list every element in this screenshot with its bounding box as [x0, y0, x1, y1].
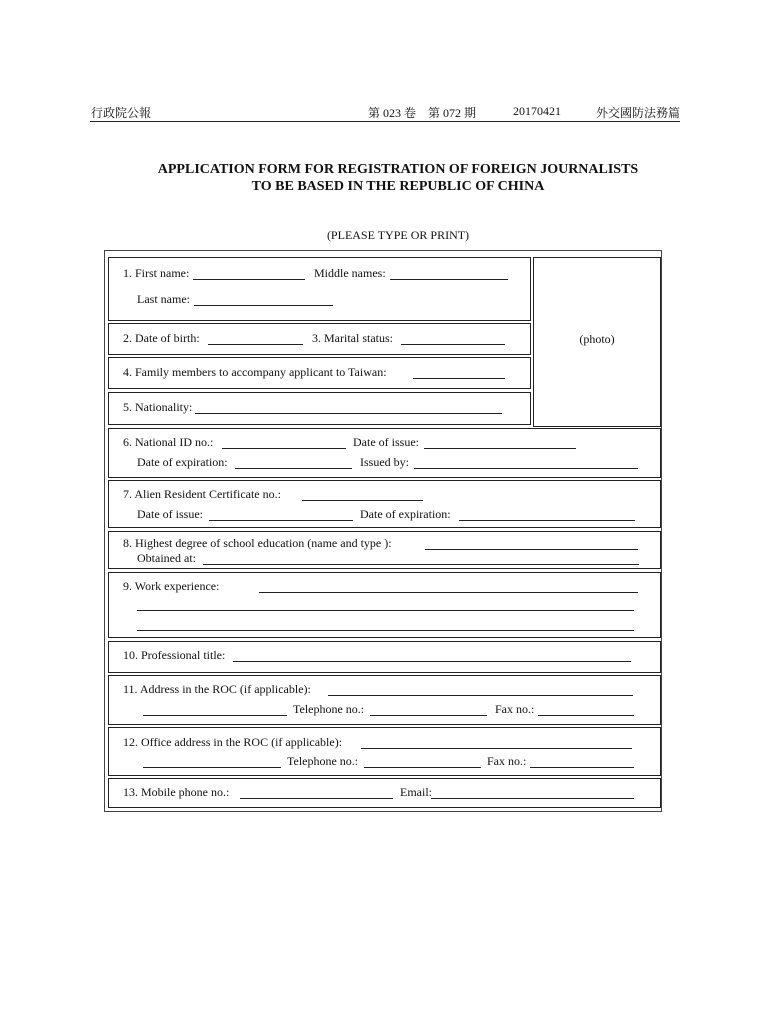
form-title-line-2: TO BE BASED IN THE REPUBLIC OF CHINA: [251, 179, 545, 194]
first-name-field[interactable]: [193, 279, 305, 280]
address-telephone-field[interactable]: [370, 715, 487, 716]
email-field[interactable]: [431, 798, 634, 799]
education-label: 8. Highest degree of school education (name and type ):: [123, 536, 392, 550]
education-obtained-at-label: Obtained at:: [137, 551, 196, 565]
office-fax-label: Fax no.:: [487, 754, 527, 768]
photo-placeholder: (photo): [579, 332, 615, 346]
professional-title-section: [108, 641, 661, 673]
gazette-header: [90, 104, 680, 122]
first-name-label: 1. First name:: [123, 266, 190, 280]
mobile-phone-field[interactable]: [240, 798, 393, 799]
name-section: [108, 257, 531, 321]
publisher-name: 行政院公報: [91, 106, 152, 120]
arc-date-of-issue-label: Date of issue:: [137, 507, 203, 521]
address-fax-field[interactable]: [538, 715, 634, 716]
mobile-phone-label: 13. Mobile phone no.:: [123, 785, 230, 799]
marital-status-field[interactable]: [401, 344, 505, 345]
address-line-2-field[interactable]: [143, 715, 287, 716]
work-experience-section: [108, 572, 661, 638]
office-telephone-field[interactable]: [364, 767, 481, 768]
family-members-label: 4. Family members to accompany applicant to Taiwan:: [123, 365, 387, 379]
address-roc-field[interactable]: [328, 695, 633, 696]
arc-no-field[interactable]: [302, 500, 423, 501]
form-title-line-1: APPLICATION FORM FOR REGISTRATION OF FOREIGN JOURNALISTS: [157, 162, 639, 177]
id-issued-by-label: Issued by:: [360, 455, 409, 469]
address-roc-label: 11. Address in the ROC (if applicable):: [123, 682, 311, 696]
form-title: [90, 161, 706, 195]
work-experience-field-3[interactable]: [137, 630, 634, 631]
publication-date: 20170421: [513, 104, 561, 118]
id-issued-by-field[interactable]: [414, 468, 638, 469]
header-rule: [90, 121, 680, 122]
id-date-of-issue-label: Date of issue:: [353, 435, 419, 449]
education-obtained-at-field[interactable]: [203, 564, 639, 565]
photo-box[interactable]: [533, 257, 661, 427]
national-id-section: [108, 428, 661, 478]
work-experience-label: 9. Work experience:: [123, 579, 220, 593]
education-field[interactable]: [425, 549, 638, 550]
family-members-field[interactable]: [413, 378, 505, 379]
office-fax-field[interactable]: [530, 767, 634, 768]
education-section: [108, 531, 661, 569]
email-label: Email:: [400, 785, 432, 799]
form-frame: [104, 250, 662, 812]
volume-issue: 第 023 卷 第 072 期: [368, 106, 477, 120]
office-telephone-label: Telephone no.:: [287, 754, 359, 768]
address-telephone-label: Telephone no.:: [293, 702, 365, 716]
office-address-label: 12. Office address in the ROC (if applicable):: [123, 735, 343, 749]
nationality-label: 5. Nationality:: [123, 400, 193, 414]
arc-section: [108, 480, 661, 528]
arc-date-of-issue-field[interactable]: [209, 520, 353, 521]
id-date-of-expiration-field[interactable]: [235, 468, 352, 469]
office-address-field[interactable]: [361, 748, 632, 749]
mobile-email-section: [108, 778, 661, 808]
section-name: 外交國防法務篇: [595, 106, 680, 120]
last-name-field[interactable]: [194, 305, 333, 306]
date-of-birth-field[interactable]: [208, 344, 303, 345]
work-experience-field-2[interactable]: [137, 610, 634, 611]
office-address-section: [108, 727, 661, 776]
marital-status-label: 3. Marital status:: [312, 331, 393, 345]
last-name-label: Last name:: [137, 292, 190, 306]
national-id-field[interactable]: [222, 448, 346, 449]
id-date-of-expiration-label: Date of expiration:: [137, 455, 228, 469]
id-date-of-issue-field[interactable]: [424, 448, 576, 449]
arc-no-label: 7. Alien Resident Certificate no.:: [123, 487, 281, 501]
form-instruction: (PLEASE TYPE OR PRINT): [326, 228, 470, 242]
professional-title-field[interactable]: [233, 661, 631, 662]
nationality-section: [108, 392, 531, 425]
middle-names-label: Middle names:: [314, 266, 386, 280]
birth-marital-section: [108, 323, 531, 355]
nationality-field[interactable]: [195, 413, 502, 414]
national-id-label: 6. National ID no.:: [123, 435, 214, 449]
middle-names-field[interactable]: [390, 279, 508, 280]
family-members-section: [108, 357, 531, 389]
arc-date-of-expiration-label: Date of expiration:: [360, 507, 451, 521]
address-fax-label: Fax no.:: [495, 702, 535, 716]
arc-date-of-expiration-field[interactable]: [459, 520, 635, 521]
address-section: [108, 675, 661, 725]
date-of-birth-label: 2. Date of birth:: [123, 331, 200, 345]
professional-title-label: 10. Professional title:: [123, 648, 226, 662]
office-address-line-2-field[interactable]: [143, 767, 281, 768]
work-experience-field-1[interactable]: [259, 592, 638, 593]
